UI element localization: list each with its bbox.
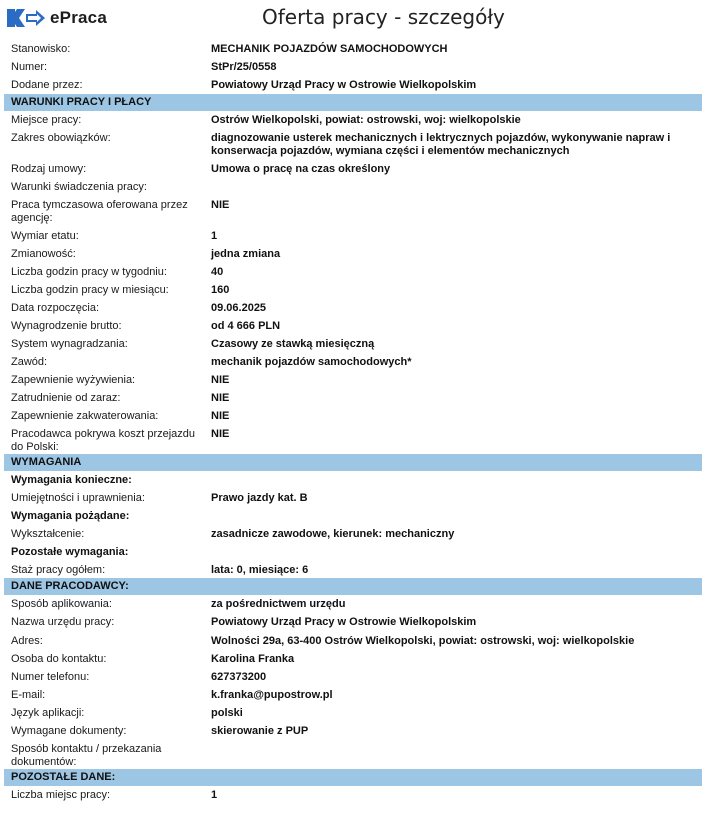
field-value: NIE — [211, 374, 230, 386]
detail-row — [0, 40, 706, 58]
page-title: Oferta pracy - szczegóły — [262, 5, 505, 29]
field-label: Zatrudnienie od zaraz: — [11, 392, 121, 404]
field-label: Zapewnienie wyżywienia: — [11, 374, 136, 386]
field-label: E-mail: — [11, 689, 46, 701]
detail-row — [0, 561, 706, 578]
field-label: Praca tymczasowa oferowana przez agencję: — [11, 199, 188, 224]
field-value: NIE — [211, 199, 230, 211]
section-dane-pracodawcy — [4, 578, 702, 595]
field-value: Powiatowy Urząd Pracy w Ostrowie Wielkopolskim — [211, 79, 477, 91]
field-value: NIE — [211, 392, 230, 404]
field-label: Sposób aplikowania: — [11, 598, 112, 610]
field-value: Ostrów Wielkopolski, powiat: ostrowski, woj: wielkopolskie — [211, 114, 521, 126]
detail-row — [0, 160, 706, 178]
detail-row — [0, 786, 706, 804]
page-header — [0, 0, 706, 36]
field-value: Umowa o pracę na czas określony — [211, 163, 391, 175]
field-label: Liczba godzin pracy w miesiącu: — [11, 284, 169, 296]
field-value: 160 — [211, 284, 230, 296]
detail-row — [0, 686, 706, 704]
field-label: Numer: — [11, 61, 48, 73]
field-value: Karolina Franka — [211, 653, 295, 665]
subsection-title — [0, 507, 706, 525]
field-label: Sposób kontaktu / przekazania dokumentów: — [11, 743, 162, 768]
detail-row — [0, 129, 706, 160]
field-value: Prawo jazdy kat. B — [211, 492, 308, 504]
field-value: Powiatowy Urząd Pracy w Ostrowie Wielkopolskim — [211, 616, 477, 628]
subsection-label: Pozostałe wymagania: — [11, 546, 129, 558]
detail-row — [0, 76, 706, 94]
field-label: Warunki świadczenia pracy: — [11, 181, 147, 193]
field-value: k.franka@pupostrow.pl — [211, 689, 333, 701]
detail-row — [0, 196, 706, 227]
section-warunki-pracy — [4, 94, 702, 111]
field-value: NIE — [211, 410, 230, 422]
field-value: za pośrednictwem urzędu — [211, 598, 346, 610]
field-value: skierowanie z PUP — [211, 725, 309, 737]
field-label: Nazwa urzędu pracy: — [11, 616, 115, 628]
detail-row — [0, 595, 706, 613]
detail-row — [0, 632, 706, 650]
detail-row — [0, 389, 706, 407]
detail-row — [0, 650, 706, 668]
field-label: Wymiar etatu: — [11, 230, 79, 242]
detail-row — [0, 299, 706, 317]
detail-row — [0, 740, 706, 769]
field-value: 40 — [211, 266, 224, 278]
field-label: Wynagrodzenie brutto: — [11, 320, 122, 332]
detail-row — [0, 245, 706, 263]
field-label: Język aplikacji: — [11, 707, 85, 719]
field-label: Zawód: — [11, 356, 48, 368]
detail-row — [0, 722, 706, 740]
section-title: POZOSTAŁE DANE: — [11, 771, 116, 783]
subsection-label: Wymagania pożądane: — [11, 510, 130, 522]
field-value: 627373200 — [211, 671, 267, 683]
detail-row — [0, 353, 706, 371]
field-value: StPr/25/0558 — [211, 61, 277, 73]
field-value: jedna zmiana — [211, 248, 281, 260]
detail-row — [0, 525, 706, 543]
field-value: Wolności 29a, 63-400 Ostrów Wielkopolski, powiat: ostrowski, woj: wielkopolskie — [211, 635, 635, 647]
field-value: 1 — [211, 230, 218, 242]
offer-details — [0, 40, 706, 804]
detail-row — [0, 407, 706, 425]
section-title: DANE PRACODAWCY: — [11, 580, 129, 592]
field-value: 09.06.2025 — [211, 302, 267, 314]
logo[interactable] — [6, 6, 107, 30]
detail-row — [0, 111, 706, 129]
field-label: Liczba miejsc pracy: — [11, 789, 111, 801]
field-label: System wynagradzania: — [11, 338, 128, 350]
field-value: polski — [211, 707, 243, 719]
field-label: Wykształcenie: — [11, 528, 85, 540]
field-label: Adres: — [11, 635, 43, 647]
field-value: zasadnicze zawodowe, kierunek: mechaniczny — [211, 528, 455, 540]
field-value: mechanik pojazdów samochodowych* — [211, 356, 412, 368]
detail-row — [0, 425, 706, 454]
subsection-title — [0, 543, 706, 561]
field-value: 1 — [211, 789, 218, 801]
subsection-label: Wymagania konieczne: — [11, 474, 132, 486]
detail-row — [0, 613, 706, 632]
detail-row — [0, 335, 706, 353]
field-label: Miejsce pracy: — [11, 114, 82, 126]
field-label: Data rozpoczęcia: — [11, 302, 100, 314]
detail-row — [0, 489, 706, 507]
field-value: Czasowy ze stawką miesięczną — [211, 338, 375, 350]
field-label: Liczba godzin pracy w tygodniu: — [11, 266, 167, 278]
field-value: NIE — [211, 428, 230, 440]
field-label: Stanowisko: — [11, 43, 71, 55]
field-value: diagnozowanie usterek mechanicznych i lektrycznych pojazdów, wykonywanie napraw i konserwacja pojazdów, wymiana części i elementów mechanicznych — [211, 132, 671, 157]
epraca-logo-icon — [6, 7, 46, 29]
field-label: Pracodawca pokrywa koszt przejazdu do Polski: — [11, 428, 196, 453]
detail-row — [0, 58, 706, 76]
field-label: Staż pracy ogółem: — [11, 564, 106, 576]
field-label: Umiejętności i uprawnienia: — [11, 492, 145, 504]
section-title: WARUNKI PRACY I PŁACY — [11, 96, 152, 108]
detail-row — [0, 263, 706, 281]
field-label: Wymagane dokumenty: — [11, 725, 127, 737]
field-label: Zmianowość: — [11, 248, 76, 260]
field-label: Rodzaj umowy: — [11, 163, 87, 175]
detail-row — [0, 704, 706, 722]
section-title: WYMAGANIA — [11, 456, 82, 468]
section-wymagania — [4, 454, 702, 471]
field-label: Osoba do kontaktu: — [11, 653, 107, 665]
field-label: Dodane przez: — [11, 79, 83, 91]
detail-row — [0, 317, 706, 335]
detail-row — [0, 371, 706, 389]
field-value: lata: 0, miesiące: 6 — [211, 564, 309, 576]
section-pozostale-dane — [4, 769, 702, 786]
detail-row — [0, 668, 706, 686]
field-label: Zapewnienie zakwaterowania: — [11, 410, 159, 422]
detail-row — [0, 178, 706, 196]
field-label: Numer telefonu: — [11, 671, 90, 683]
detail-row — [0, 227, 706, 245]
field-label: Zakres obowiązków: — [11, 132, 111, 144]
subsection-title — [0, 471, 706, 489]
field-value: MECHANIK POJAZDÓW SAMOCHODOWYCH — [211, 43, 448, 55]
detail-row — [0, 281, 706, 299]
field-value: od 4 666 PLN — [211, 320, 281, 332]
logo-text: ePraca — [50, 8, 107, 27]
